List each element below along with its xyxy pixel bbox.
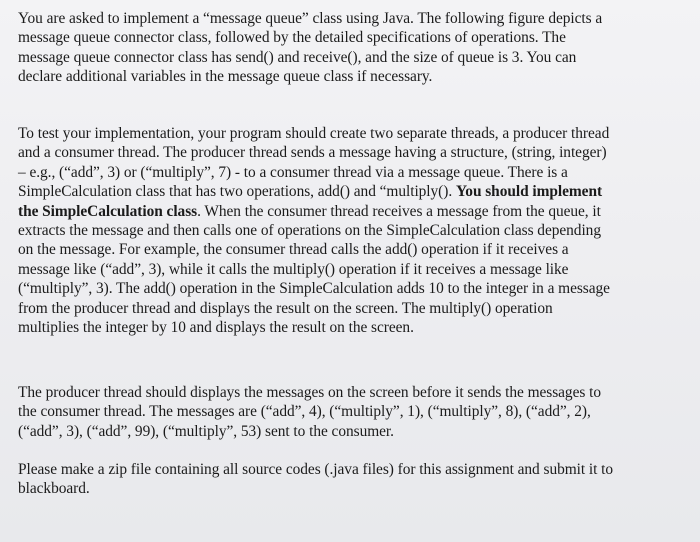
text-line: extracts the message and then calls one of operations on the SimpleCalculation class depending — [18, 222, 601, 240]
text-line: (“multiply”, 3). The add() operation in the SimpleCalculation adds 10 to the integer in a message — [18, 280, 610, 298]
text-line — [18, 202, 686, 221]
text-line: message queue connector class has send() and receive(), and the size of queue is 3. You can — [18, 48, 577, 66]
text-run: SimpleCalculation class that has two operations, add() and “multiply(). — [18, 183, 456, 201]
paragraph-intro — [18, 9, 686, 87]
text-line: You are asked to implement a “message queue” class using Java. The following figure depicts a — [18, 10, 603, 27]
text-line: multiplies the integer by 10 and displays the result on the screen. — [18, 319, 414, 337]
paragraph-submission — [18, 460, 686, 499]
text-line: – e.g., (“add”, 3) or (“multiply”, 7) - to a consumer thread via a message queue. There is a — [18, 163, 568, 181]
text-line: To test your implementation, your program should create two separate threads, a producer thread — [18, 125, 610, 142]
text-line: Please make a zip file containing all source codes (.java files) for this assignment and submit it to — [18, 461, 614, 478]
text-line — [18, 182, 686, 201]
text-run: . When the consumer thread receives a message from the queue, it — [197, 202, 601, 220]
bold-instruction: You should implement — [455, 183, 603, 201]
text-line: (“add”, 3), (“add”, 99), (“multiply”, 53) sent to the consumer. — [18, 422, 394, 440]
text-line: blackboard. — [18, 480, 90, 498]
bold-instruction: the SimpleCalculation class — [18, 202, 198, 220]
text-line: message like (“add”, 3), while it calls the multiply() operation if it receives a message like — [18, 260, 569, 278]
paragraph-producer-messages — [18, 383, 686, 441]
text-line: on the message. For example, the consumer thread calls the add() operation if it receives a — [18, 241, 569, 259]
text-line: the consumer thread. The messages are (“add”, 4), (“multiply”, 1), (“multiply”, 8), (“add”, 2), — [18, 403, 591, 421]
text-line: The producer thread should displays the messages on the screen before it sends the messages to — [18, 384, 601, 401]
text-line: from the producer thread and displays the result on the screen. The multiply() operation — [18, 299, 553, 317]
text-line: and a consumer thread. The producer thread sends a message having a structure, (string, integer) — [18, 144, 607, 162]
text-line: message queue connector class, followed by the detailed specifications of operations. The — [18, 29, 566, 47]
text-line: declare additional variables in the message queue class if necessary. — [18, 68, 433, 86]
paragraph-test-implementation — [18, 124, 686, 337]
